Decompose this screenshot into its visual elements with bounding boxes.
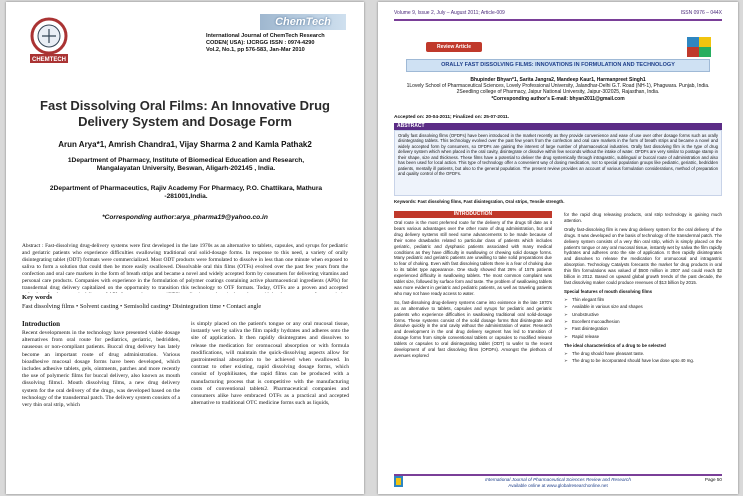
ideal-item: ➢ The drug to be incorporated should have low dose upto 40 mg. xyxy=(564,358,722,364)
page-number: Page 50 xyxy=(704,477,722,482)
keywords: Keywords: Fast dissolving films, Fast disintegration, Oral strips, Tensile strength. xyxy=(394,199,565,204)
introduction-heading: INTRODUCTION xyxy=(394,211,552,218)
page-footer xyxy=(394,477,722,489)
keywords-heading: Key words xyxy=(22,294,53,301)
journal-info-line: Vol.2, No.1, pp 576-583, Jan-Mar 2010 xyxy=(206,47,305,54)
paper-page-1 xyxy=(6,2,364,494)
footer-rule xyxy=(394,474,722,476)
journal-info xyxy=(206,33,346,55)
author-list: Arun Arya*1, Amrish Chandra1, Vijay Sharma 2 and Kamla Pathak2 xyxy=(58,140,312,149)
header-rule xyxy=(394,19,722,21)
footer-website: Available online at www.globalresearchonline.net xyxy=(508,483,608,488)
ideal-characteristics-heading: The ideal characteristics of a drug to be selected xyxy=(564,342,666,348)
feature-item: ➢ Available in various size and shapes xyxy=(564,304,722,310)
keywords: Fast dissolving films • Solvent casting • Semisolid casting• Disintegration time • Contact angle xyxy=(22,303,262,310)
paragraph: for the rapid drug releasing products, oral strip technology is gaining much attention. xyxy=(564,212,722,223)
paragraph: Orally fast-dissolving film is new drug delivery system for the oral delivery of the drugs. It was developed on the basis of technology of the transdermal patch. The delivery system consists of a very thin oral strip, which is simply placed on the patient's tongue or any oral mucosal tissue, instantly wet by saliva the film rapidly hydrates and adheres onto the site of application. It then rapidly disintegrates and dissolves to release the medication for oromucosal and intragastric absorption. Technology Catalysts forecasts the market for drug products in oral thin film formulations was valued of $500 million in 2007 and could reach $2 billion in 2012. Based on upward global growth trends of the past decade, the fast dissolving maker could produce revenues of $13 billion by 2015. xyxy=(564,226,722,285)
journal-cube-logo xyxy=(684,34,714,60)
body-column-left: Recent developments in the technology have presented viable dosage alternatives from oral route for pediatrics, geriatric, bedridden, nauseous or non-compliant patients. Buccal drug delivery has lately become an important route of drug administration. Various bioadhesive mucosal dosage forms have been developed, which includes adhesive tablets, gels, ointments, patches and more recently the use of polymeric films for buccal delivery, also known as mouth dissolving films1. Mouth dissolving films, a new drug delivery system for the oral delivery of the drugs, was developed based on the technology of the transdermal patch. The delivery system consists of a very thin oral strip, which xyxy=(22,330,180,409)
paragraph: Oral route is the most preferred route for the delivery of the drugs till date as it bears various advantages over the other route of drug administration, but oral drug delivery systems still need some advancements to be made because of their some drawbacks related to particular class of patients which includes geriatric, pediatric and dysphasic patients associated with many medical conditions as they have difficulty in swallowing or chewing solid dosage forms. Many pediatric and geriatric patients are unwilling to take solid preparations due to fear of choking. Even with fast dissolving tablets there is a fear of choking due to its tablet type appearance. One study showed that 26% of 1576 patients experienced difficulty in swallowing tablets. The most common complaint was tablet size, followed by surface form and taste. The problem of swallowing tablets was more evident in geriatric and pediatric patients, as well as traveling patients who may not have ready access to water. xyxy=(394,220,552,296)
corresponding-author: *Corresponding author's E-mail: bhyan2011@gmail.com xyxy=(491,95,625,102)
body-column-right xyxy=(564,212,722,474)
paper-title: ORALLY FAST DISSOLVING FILMS: INNOVATIONS IN FORMULATION AND TECHNOLOGY xyxy=(406,59,710,72)
author-block xyxy=(406,77,710,102)
ideal-item: ➢ The drug should have pleasant taste. xyxy=(564,351,722,357)
article-type-tag: Review Article xyxy=(426,42,482,52)
abstract-text: Abstract : Fast-dissolving drug-delivery systems were first developed in the late 1970s as an alternative to tablets, capsules, and syrups for pediatric and geriatric patients who experience difficulties swallowing traditional oral solid-dosage forms. In response to this need, a variety of orally disintegrating tablet (ODT) formats were commercialized. Most ODT products were formulated to dissolve in less than one minute when exposed to saliva to form a solution that could then be more easily swallowed. Dissolvable oral thin films (OTFs) evolved over the past few years from the confection and oral care markets in the form of breath strips and became a novel and widely accepted form by consumers for delivering vitamins and personal care products. Companies with experience in the formulation of polymer coatings containing active pharmaceutical ingredients (APIs) for transdermal drug delivery capitalized on the opportunity to transition this technology to OTF formats. Today, OTFs are a proven and accepted xyxy=(22,243,348,291)
features-heading: Special features of mouth dissolving films xyxy=(564,288,653,294)
abstract-heading: ABSTRACT xyxy=(394,123,722,130)
feature-item: ➢ Fast disintegration xyxy=(564,326,722,332)
feature-item: ➢ Rapid release xyxy=(564,334,722,340)
paragraph: So, fast-dissolving drug-delivery systems came into existence in the late 1970's as an alternative to tablets, capsules and syrups for pediatric and geriatric patients who experience difficulties in swallowing traditional oral solid-dosage forms. These systems consist of the solid dosage forms that disintegrate and dissolve quickly in the oral cavity without the administration of water. Research and development in the oral drug delivery segment has led to transition of dosage forms from simple conventional tablets or capsules to modified release tablets or capsules to oral disintegrating tablet (ODT) to wafer to the recent development of oral fast dissolving films (OFDFs). Amongst the plethora of avenues explored xyxy=(394,299,552,358)
volume-info: Volume 9, Issue 2, July – August 2011; Article-009 xyxy=(394,10,505,16)
introduction-heading: Introduction xyxy=(22,320,60,328)
footer-journal-name: International Journal of Pharmaceutical Sciences Review and Research xyxy=(485,477,631,482)
chemtech-logo xyxy=(24,12,74,70)
feature-item: ➢ Unobstructive xyxy=(564,312,722,318)
body-column-left xyxy=(394,220,552,474)
affiliation-1: 1Department of Pharmacy, Institute of Biomedical Education and Research, Mangalayatan University, Beswan, Aligarh-202145 , India. xyxy=(67,157,305,173)
journal-banner: ChemTech xyxy=(260,14,346,30)
author-list: Bhupinder Bhyan*1, Sarita Jangra2, Mandeep Kaur1, Harmanpreet Singh1 xyxy=(470,77,646,83)
abstract-text: Orally fast dissolving films (OFDFs) have been introduced in the market recently as they provide convenience and ease of use over other dosage forms such as orally disintegrating tablets. This technology evolved over the past few years from the confection and oral care markets in the form of breath strips and became a novel and widely accepted form by consumers, so OFDFs are gaining the interest of large number of pharmaceutical industries. Orally fast dissolving film is the type of drug delivery system which when placed in the oral cavity, disintegrate or dissolve within few seconds without the intake of water. OFDFs are very similar to postage stamp in their shape, size and thickness. These films have a potential to deliver the drug systemically through intragastric, sublingual or buccal route of administration and also has been used for local action. This type of technology offer a convenient way of dosing medication, not to special population groups like pediatric, geriatric, bedridden patients, mentally ill patients, but also to the general population. The present review provides an account of various formulation considerations, method of preparation and quality control of the OFDFs. xyxy=(394,130,722,196)
journal-header xyxy=(394,10,722,18)
paper-title: Fast Dissolving Oral Films: An Innovative Drug Delivery System and Dosage Form xyxy=(40,98,330,129)
feature-item: ➢ Thin elegant film xyxy=(564,297,722,303)
corresponding-author: *Corresponding author:arya_pharma19@yahoo.co.in xyxy=(102,214,268,221)
feature-item: ➢ Excellent mucoadhesion xyxy=(564,319,722,325)
accepted-date: Accepted on: 20-04-2011; Finalized on: 25-07-2011. xyxy=(394,115,510,120)
body-column-right: is simply placed on the patient's tongue or any oral mucosal tissue, instantly wet by saliva the film rapidly hydrates and adheres onto the site of application. It then rapidly disintegrates and dissolves to release the medication for oromucosal absorption or with formula modifications, will maintain the quick-dissolving aspects allow for gastrointestinal absorption to be achieved when swallowed. In contrast to other existing, rapid dissolving dosage forms, which consist of lyophilisates, the rapid films can be produced with a manufacturing process that is competitive with the manufacturing costs of conventional tablets2. Pharmaceutical companies and consumers alike have embraced OTFs as a practical and accepted alternative to traditional OTC medicine forms such as liquids, xyxy=(191,321,349,407)
journal-info-line: International Journal of ChemTech Research xyxy=(206,33,325,39)
affiliation-1: 1Lovely School of Pharmaceutical Sciences, Lovely Professional University, Jalandhar-Delhi G.T. Road (NH-1), Phagwara. Punjab, India. xyxy=(406,83,710,90)
affiliation-2: 2Department of Pharmaceutics, Rajiv Academy For Pharmacy, P.O. Chattikara, Mathura -281001,India. xyxy=(49,185,323,201)
logo-text: CHEMTECH xyxy=(32,57,66,63)
affiliation-2: 2Seedling college of Pharmacy, Jaipur National University, Jaipur-302025, Rajasthan, India. xyxy=(456,89,660,96)
issn: ISSN 0976 – 044X xyxy=(680,10,722,16)
journal-info-line: CODEN( USA): IJCRGG ISSN : 0974-4290 xyxy=(206,40,315,47)
paper-page-2 xyxy=(378,2,738,494)
